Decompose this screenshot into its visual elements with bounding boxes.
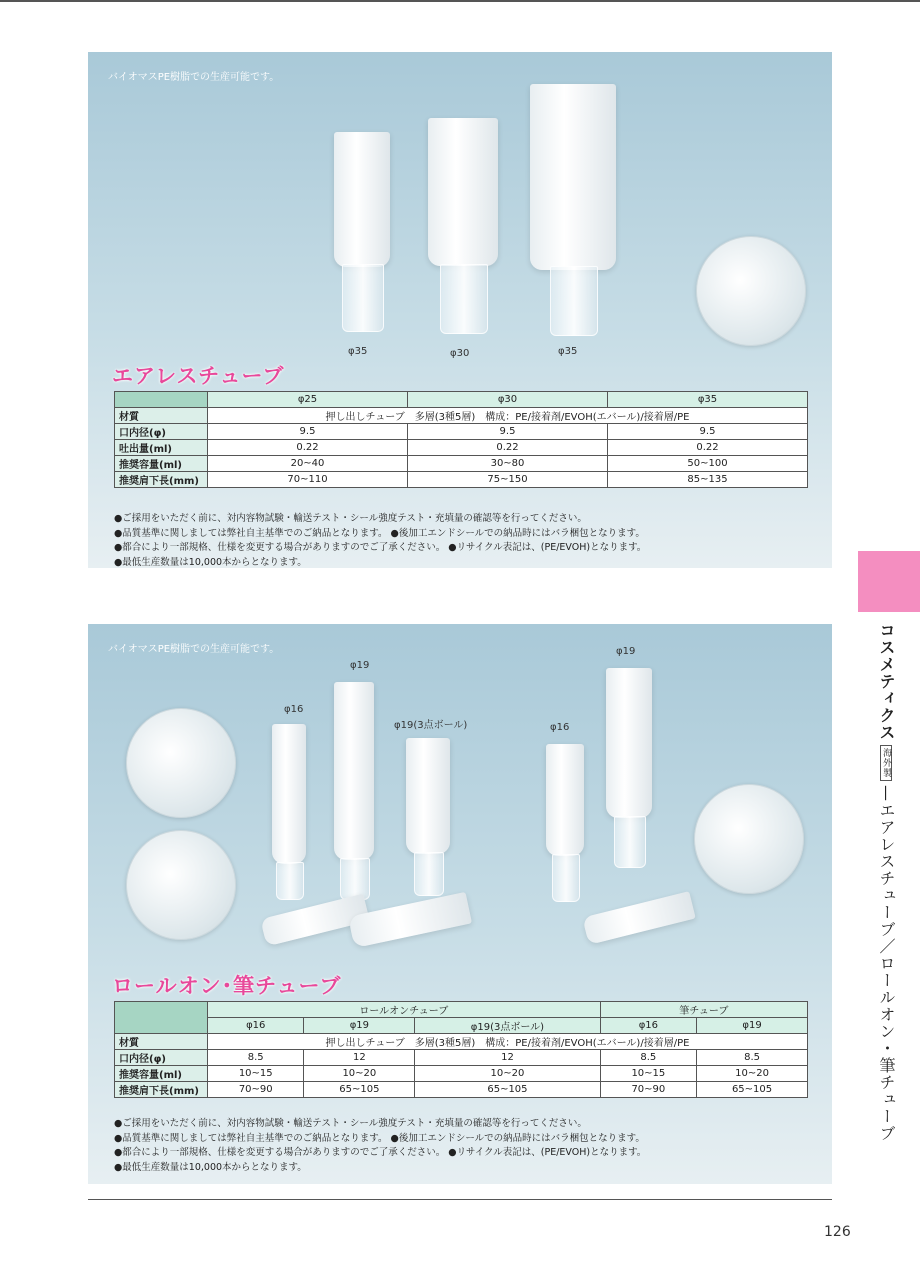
bottom-rule [88, 1199, 832, 1200]
table-row [115, 408, 808, 424]
group-header: ロールオンチューブ [208, 1002, 601, 1018]
row-label: 推奨肩下長(mm) [115, 472, 208, 488]
table-cell: 65~105 [415, 1082, 600, 1098]
table-row [115, 1034, 808, 1050]
table-cell: 20~40 [208, 456, 408, 472]
note: ●都合により一部規格、仕様を変更する場合がありますのでご了承ください。 ●リサイクル表記は、(PE/EVOH)となります。 [114, 542, 647, 553]
pump-closeup-image [696, 236, 806, 346]
tube-rollon-phi19 [334, 682, 374, 900]
table-cell: 8.5 [600, 1050, 696, 1066]
table-cell: 0.22 [608, 440, 808, 456]
tube-lying-brush [582, 891, 696, 945]
table-row [115, 472, 808, 488]
three-ball-closeup-image [126, 830, 236, 940]
tube-phi30 [428, 118, 498, 334]
category-tab [858, 551, 920, 612]
heading-subtitle: エアレスチューブ／ロールオン・筆チューブ [877, 802, 896, 1142]
column-header: φ16 [600, 1018, 696, 1034]
table-row [115, 1050, 808, 1066]
table-cell: 0.22 [408, 440, 608, 456]
table-cell: 70~90 [600, 1082, 696, 1098]
table-cell: 65~105 [304, 1082, 415, 1098]
note: ●最低生産数量は10,000本からとなります。 [114, 556, 307, 568]
column-header: φ19(3点ボール) [415, 1018, 600, 1034]
table-cell: 12 [304, 1050, 415, 1066]
tube-brush-phi16 [546, 744, 584, 902]
table-cell: 30~80 [408, 456, 608, 472]
heading-dash: — [877, 785, 896, 802]
image-label: φ30 [450, 348, 470, 359]
table-cell: 85~135 [608, 472, 808, 488]
row-label: 推奨肩下長(mm) [115, 1082, 208, 1098]
airless-tube-photo [88, 52, 832, 568]
note: ●品質基準に関しましては弊社自主基準でのご納品となります。 ●後加工エンドシールでの納品時にはバラ梱包となります。 [114, 527, 645, 539]
row-label: 吐出量(ml) [115, 440, 208, 456]
image-label: φ19 [350, 660, 370, 671]
brush-closeup-image [694, 784, 804, 894]
note: ●最低生産数量は10,000本からとなります。 [114, 1161, 307, 1173]
rollon-brush-tube-photo [88, 624, 832, 1184]
table-cell: 9.5 [608, 424, 808, 440]
image-label: φ35 [558, 346, 578, 357]
image-label: φ35 [348, 346, 368, 357]
table-cell: 10~20 [697, 1066, 808, 1082]
table-cell: 10~20 [304, 1066, 415, 1082]
category-label: コスメティクス [877, 622, 896, 741]
column-header: φ16 [208, 1018, 304, 1034]
table-cell: 70~110 [208, 472, 408, 488]
category-sub-label: 海外製 [880, 745, 892, 781]
table-cell: 9.5 [208, 424, 408, 440]
biomass-note: バイオマスPE樹脂での生産可能です。 [108, 644, 280, 655]
table-cell: 0.22 [208, 440, 408, 456]
table-row [115, 456, 808, 472]
note: ●ご採用をいただく前に、対内容物試験・輸送テスト・シール強度テスト・充填量の確認等を行ってください。 [114, 513, 587, 524]
table-row [115, 1082, 808, 1098]
column-header: φ19 [697, 1018, 808, 1034]
table-corner [115, 1002, 208, 1034]
image-label: φ19(3点ボール) [394, 720, 468, 731]
group-header: 筆チューブ [600, 1002, 807, 1018]
page-number: 126 [824, 1224, 851, 1240]
table-row [115, 440, 808, 456]
table-cell: 押し出しチューブ 多層(3種5層) 構成：PE/接着剤/EVOH(エバール)/接着層/PE [208, 408, 808, 424]
row-label: 口内径(φ) [115, 1050, 208, 1066]
tube-brush-phi19 [606, 668, 652, 868]
column-header: φ19 [304, 1018, 415, 1034]
table-cell: 押し出しチューブ 多層(3種5層) 構成：PE/接着剤/EVOH(エバール)/接着層/PE [208, 1034, 808, 1050]
table-cell: 70~90 [208, 1082, 304, 1098]
airless-spec-table [114, 391, 808, 488]
note: ●品質基準に関しましては弊社自主基準でのご納品となります。 ●後加工エンドシールでの納品時にはバラ梱包となります。 [114, 1132, 645, 1144]
tube-phi35 [530, 84, 616, 336]
note: ●都合により一部規格、仕様を変更する場合がありますのでご了承ください。 ●リサイクル表記は、(PE/EVOH)となります。 [114, 1147, 647, 1158]
tube-rollon-phi16 [272, 724, 306, 900]
row-label: 材質 [115, 408, 208, 424]
rollon-spec-table [114, 1001, 808, 1098]
table-cell: 65~105 [697, 1082, 808, 1098]
tube-phi25 [334, 132, 390, 332]
column-header: φ35 [608, 392, 808, 408]
row-label: 口内径(φ) [115, 424, 208, 440]
table-cell: 10~15 [600, 1066, 696, 1082]
row-label: 推奨容量(ml) [115, 456, 208, 472]
table-cell: 9.5 [408, 424, 608, 440]
note: ●ご採用をいただく前に、対内容物試験・輸送テスト・シール強度テスト・充填量の確認等を行ってください。 [114, 1118, 587, 1129]
section-title: ロールオン･筆チューブ [112, 974, 342, 998]
notes-1 [114, 512, 646, 570]
table-row [115, 1066, 808, 1082]
row-label: 推奨容量(ml) [115, 1066, 208, 1082]
table-row [115, 424, 808, 440]
biomass-note: バイオマスPE樹脂での生産可能です。 [108, 72, 280, 83]
column-header: φ25 [208, 392, 408, 408]
table-cell: 10~15 [208, 1066, 304, 1082]
table-cell: 8.5 [208, 1050, 304, 1066]
image-label: φ16 [284, 704, 304, 715]
tube-rollon-phi19-3ball [406, 738, 450, 896]
image-label: φ16 [550, 722, 570, 733]
image-label: φ19 [616, 646, 636, 657]
vertical-section-heading [875, 622, 898, 1142]
table-corner [115, 392, 208, 408]
column-header: φ30 [408, 392, 608, 408]
table-cell: 12 [415, 1050, 600, 1066]
tube-lying-rollon-3ball [348, 892, 472, 948]
row-label: 材質 [115, 1034, 208, 1050]
table-cell: 8.5 [697, 1050, 808, 1066]
rollon-ball-closeup-image [126, 708, 236, 818]
top-rule [0, 0, 920, 2]
section-title: エアレスチューブ [112, 364, 285, 388]
table-cell: 50~100 [608, 456, 808, 472]
notes-2 [114, 1117, 646, 1175]
table-cell: 10~20 [415, 1066, 600, 1082]
table-cell: 75~150 [408, 472, 608, 488]
